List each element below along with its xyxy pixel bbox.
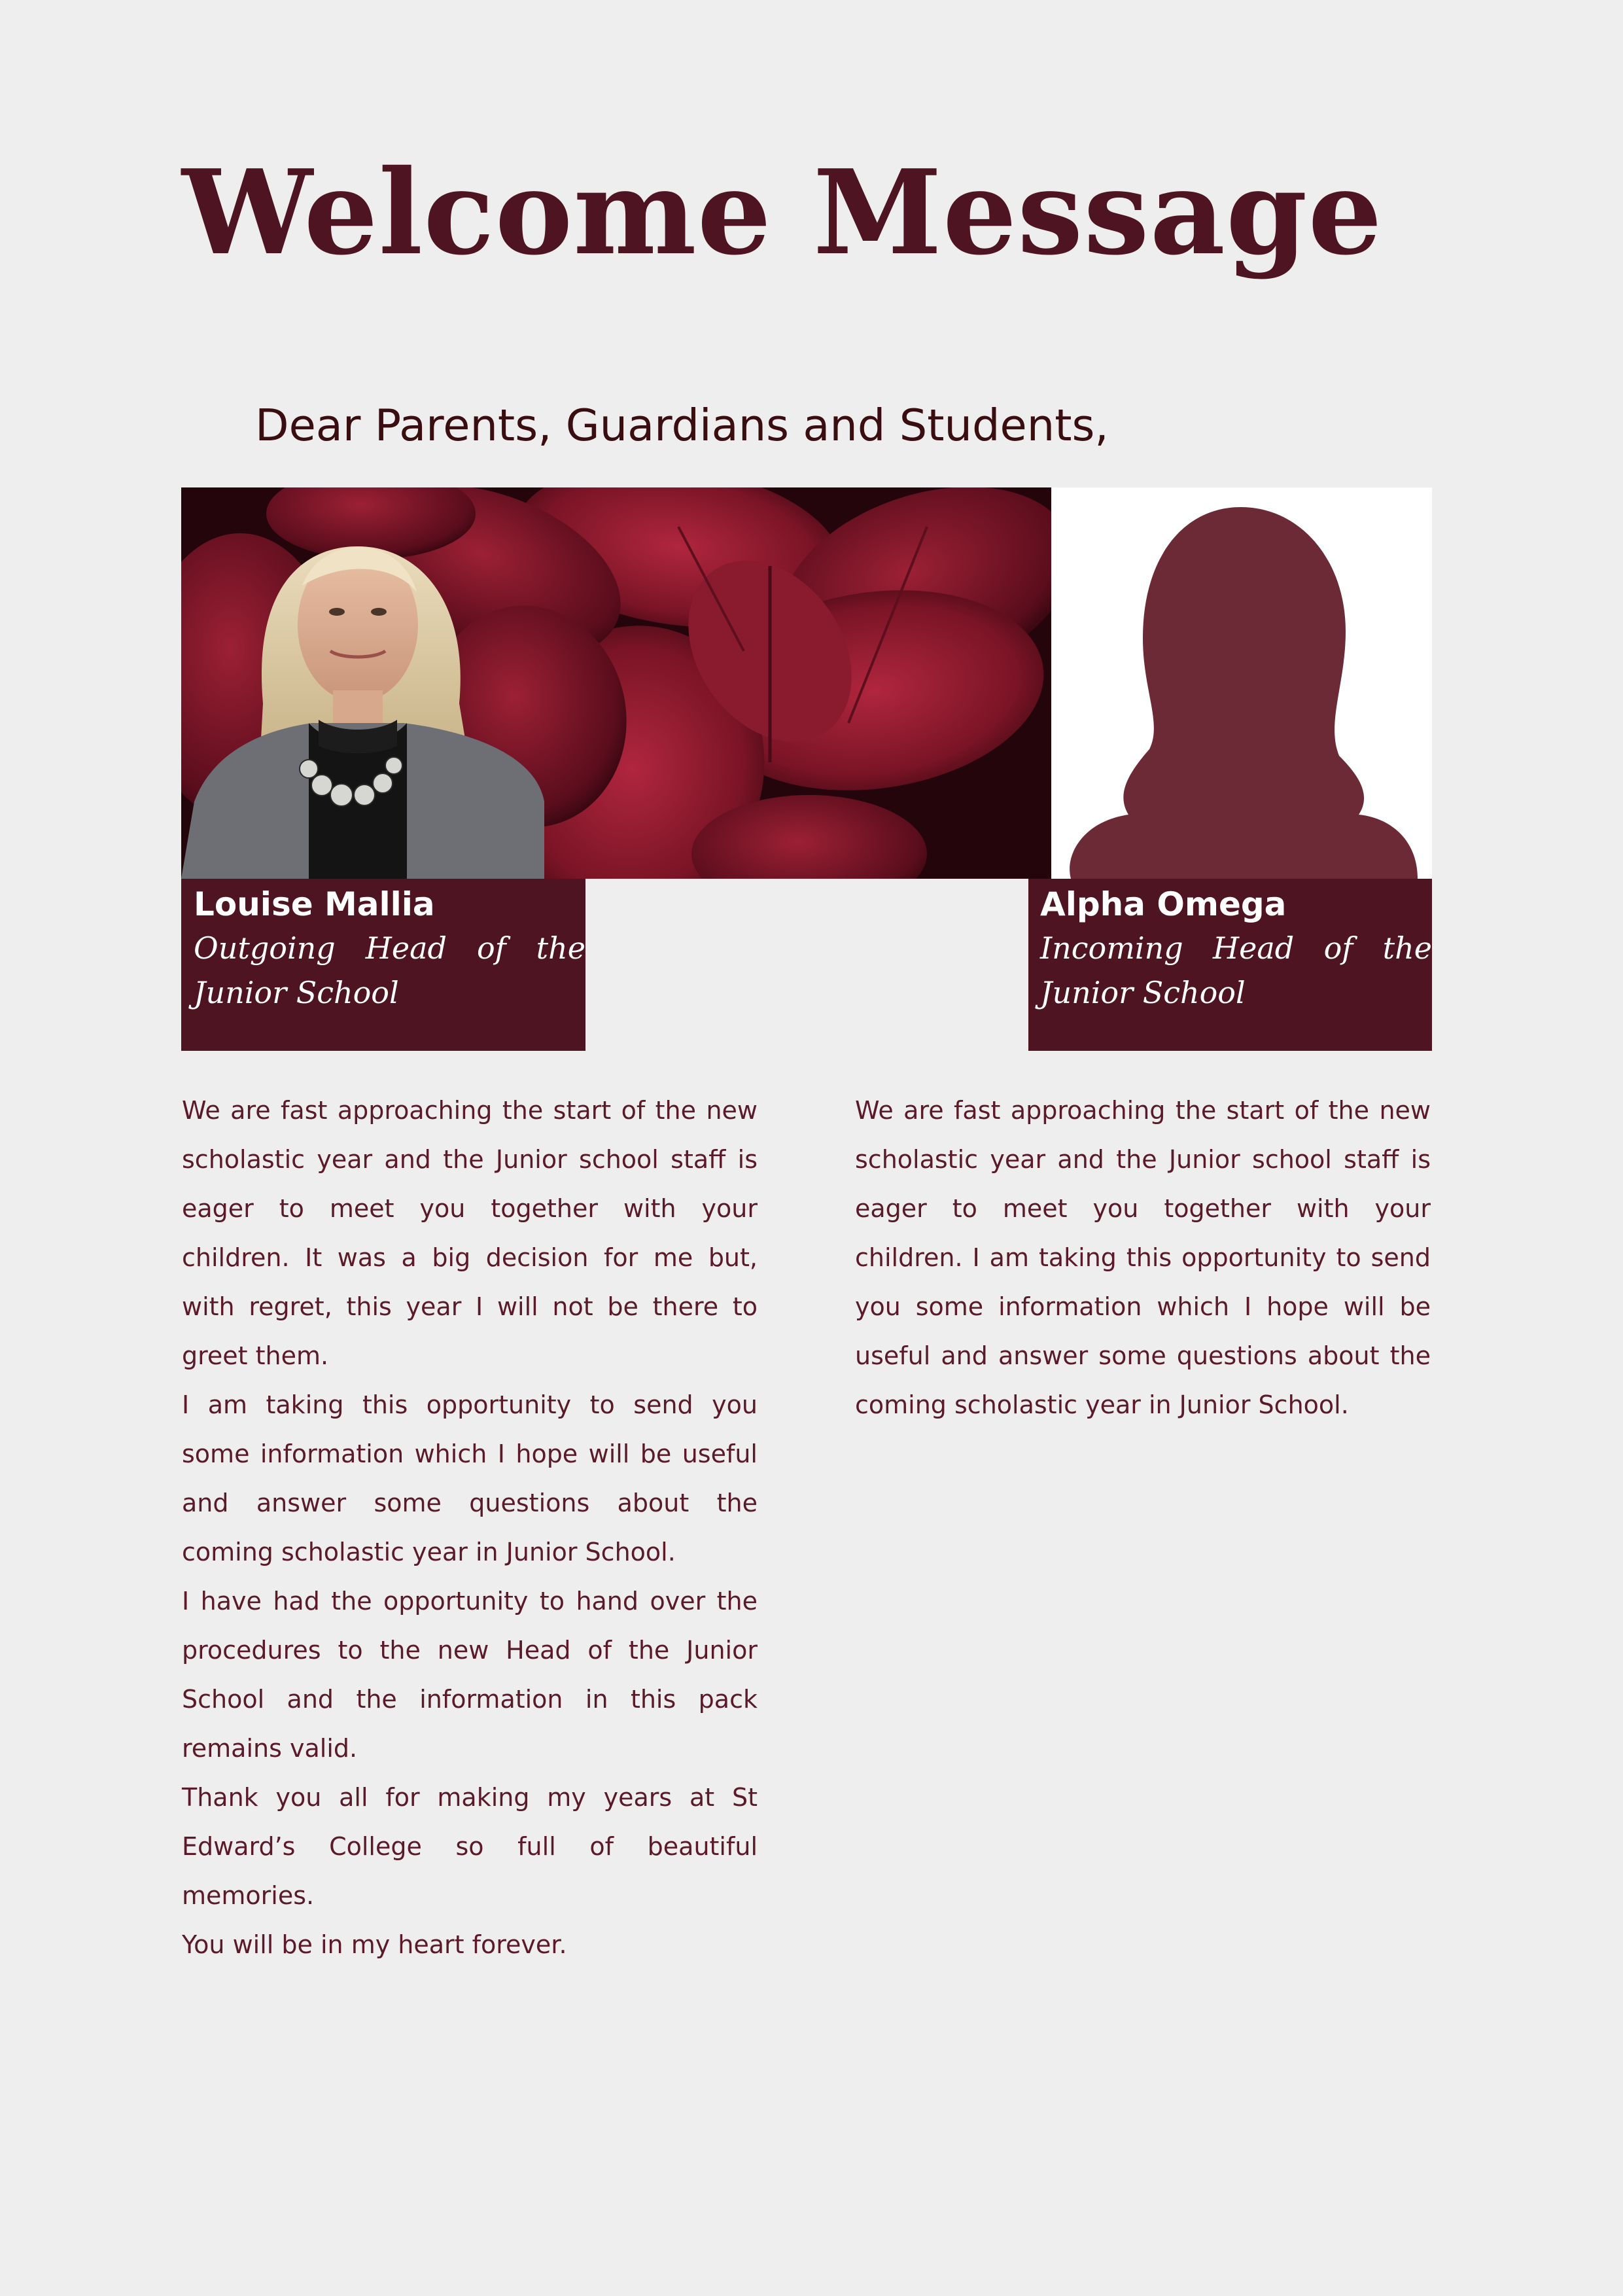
incoming-head-card — [1028, 879, 1432, 1051]
leaves-illustration — [181, 487, 1051, 879]
profile-placeholder-image — [1051, 487, 1432, 879]
outgoing-head-card — [181, 879, 585, 1051]
incoming-message — [855, 1086, 1431, 1430]
incoming-head-role: Incoming Head of the Junior School — [1040, 930, 1432, 1010]
outgoing-paragraph: I have had the opportunity to hand over the procedures to the new Head of the Junior School and the information in this pack remains valid. — [182, 1587, 758, 1763]
outgoing-head-role: Outgoing Head of the Junior School — [194, 930, 585, 1010]
outgoing-paragraph: Thank you all for making my years at St Edward’s College so full of beautiful memories. — [182, 1783, 758, 1910]
outgoing-message — [182, 1086, 758, 1969]
salutation: Dear Parents, Guardians and Students, — [255, 400, 1109, 451]
outgoing-head-name: Louise Mallia — [194, 885, 435, 923]
incoming-head-name: Alpha Omega — [1040, 885, 1287, 923]
leaves-banner-image — [181, 487, 1051, 879]
outgoing-paragraph: You will be in my heart forever. — [182, 1930, 567, 1959]
outgoing-paragraph: We are fast approaching the start of the new scholastic year and the Junior school staff is eager to meet you together with your children. It was a big decision for me but, with regret, this year I will not be there to greet them. — [182, 1096, 758, 1370]
person-silhouette-icon — [1051, 487, 1432, 879]
incoming-paragraph: We are fast approaching the start of the new scholastic year and the Junior school staff is eager to meet you together with your children. I am taking this opportunity to send you some information which I hope will be useful and answer some questions about the coming scholastic year in Junior School. — [855, 1096, 1431, 1419]
page-title: Welcome Message — [182, 144, 1383, 281]
outgoing-paragraph: I am taking this opportunity to send you some information which I hope will be useful and answer some questions about the coming scholastic year in Junior School. — [182, 1390, 758, 1566]
